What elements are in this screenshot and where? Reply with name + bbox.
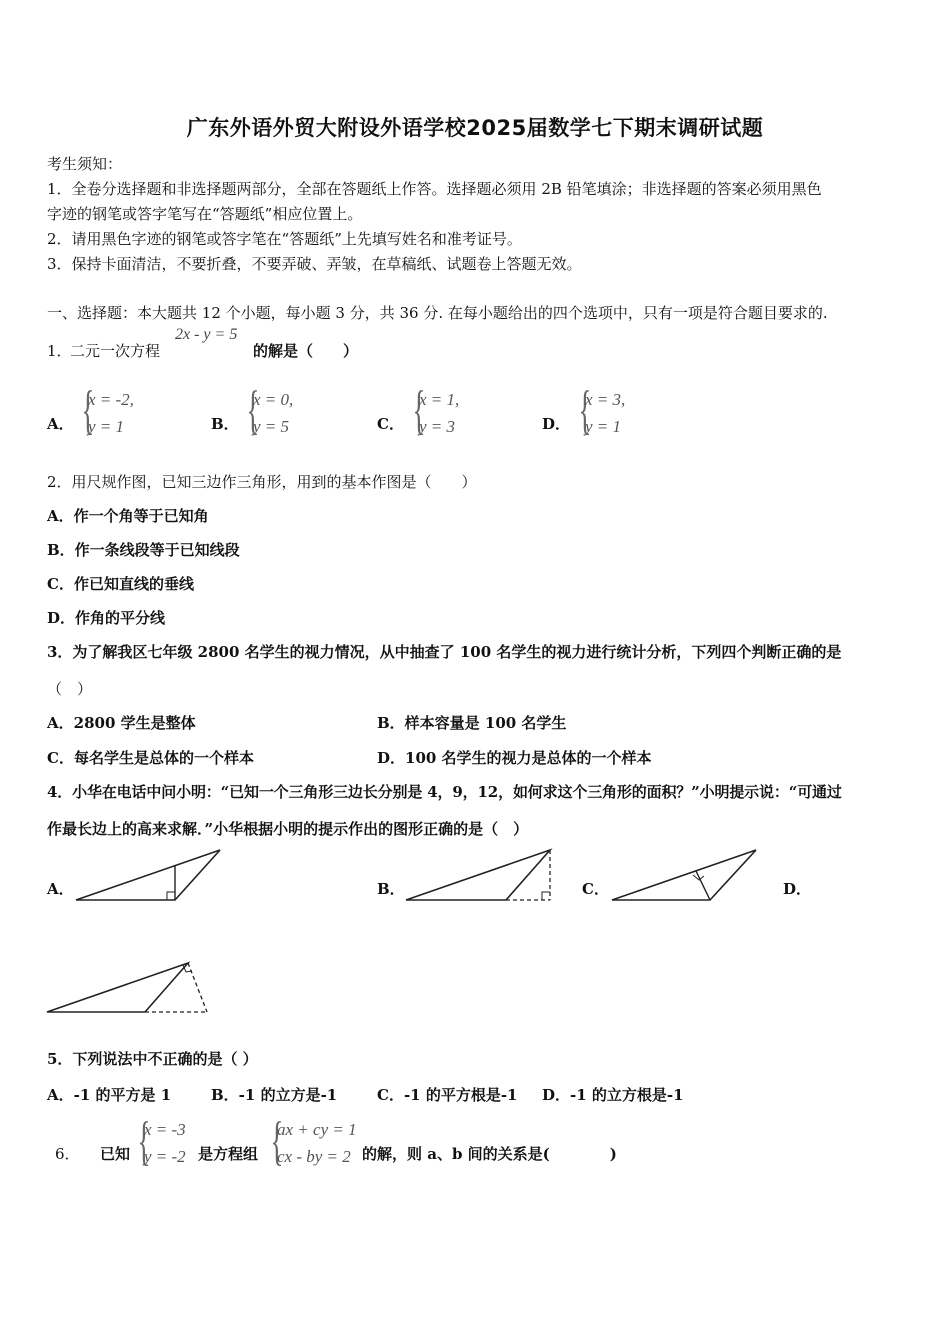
notice-item-1: 1．全卷分选择题和非选择题两部分，全部在答题纸上作答。选择题必须用 2B 铅笔填涂；非选择题的答案必须用黑色 xyxy=(47,180,822,198)
option-system: x = 3, y = 1 xyxy=(585,390,626,436)
option-label: D． xyxy=(542,415,571,433)
triangle-a-figure xyxy=(76,850,220,900)
q5-option-c[interactable]: C．-1 的平方根是-1 xyxy=(377,1086,518,1104)
q5-option-a[interactable]: A．-1 的平方是 1 xyxy=(47,1086,172,1104)
triangle-c-figure xyxy=(612,850,756,900)
section-header: 一、选择题：本大题共 12 个小题，每小题 3 分，共 36 分. 在每小题给出的四个选项中，只有一项是符合题目要求的. xyxy=(47,304,828,322)
q3-option-a[interactable]: A．2800 学生是整体 xyxy=(47,714,196,732)
left-brace-icon: { xyxy=(270,1111,284,1171)
option-label: B． xyxy=(211,415,239,433)
q2-option-c[interactable]: C．作已知直线的垂线 xyxy=(47,575,194,593)
q4-option-a-label[interactable]: A． xyxy=(47,880,74,898)
q3-option-b[interactable]: B．样本容量是 100 名学生 xyxy=(377,714,567,732)
q1-number: 1． xyxy=(47,342,72,360)
q4-option-c-label[interactable]: C． xyxy=(582,880,609,898)
notice-item-1-cont: 字迹的钢笔或答字笔写在“答题纸”相应位置上。 xyxy=(47,205,363,223)
q6-known: 已知 xyxy=(100,1145,131,1163)
left-brace-icon: { xyxy=(81,380,95,440)
option-system: x = -2, y = 1 xyxy=(88,390,134,436)
q1-equation: 2x - y = 5 xyxy=(175,326,238,343)
option-system: x = 1, y = 3 xyxy=(419,390,460,436)
q4-stem-cont: 作最长边上的高来求解．”小华根据小明的提示作出的图形正确的是（ ） xyxy=(47,820,529,838)
q6-solution: x = -3 y = -2 xyxy=(144,1120,186,1166)
q3-option-c[interactable]: C．每名学生是总体的一个样本 xyxy=(47,749,254,767)
notice-heading: 考生须知： xyxy=(47,155,123,173)
q3-stem: 3．为了解我区七年级 2800 名学生的视力情况，从中抽查了 100 名学生的视力进行统计分析，下列四个判断正确的是 xyxy=(47,643,842,661)
left-brace-icon: { xyxy=(246,380,260,440)
notice-item-2: 2．请用黑色字迹的钢笔或答字笔在“答题纸”上先填写姓名和准考证号。 xyxy=(47,230,522,248)
left-brace-icon: { xyxy=(578,380,592,440)
q5-option-b[interactable]: B．-1 的立方是-1 xyxy=(211,1086,338,1104)
q3-option-d[interactable]: D．100 名学生的视力是总体的一个样本 xyxy=(377,749,652,767)
option-label: A． xyxy=(47,415,74,433)
left-brace-icon: { xyxy=(412,380,426,440)
q6-number: 6． xyxy=(55,1145,80,1163)
q4-option-d-label[interactable]: D． xyxy=(783,880,812,898)
q5-stem: 5．下列说法中不正确的是（ ） xyxy=(47,1050,258,1068)
q1-tail: 的解是（ ） xyxy=(253,342,359,360)
triangle-d-figure xyxy=(47,963,207,1012)
q1-stem: 二元一次方程 xyxy=(70,342,161,360)
option-system: x = 0, y = 5 xyxy=(253,390,294,436)
q2-option-a[interactable]: A．作一个角等于已知角 xyxy=(47,507,209,525)
q6-system: ax + cy = 1 cx - by = 2 xyxy=(277,1120,357,1166)
triangle-b-figure xyxy=(406,850,550,900)
q3-stem-cont: （ ） xyxy=(47,680,93,698)
q2-option-b[interactable]: B．作一条线段等于已知线段 xyxy=(47,541,240,559)
q6-tail: 的解，则 a、b 间的关系是( ) xyxy=(362,1145,617,1163)
q2-option-d[interactable]: D．作角的平分线 xyxy=(47,609,166,627)
option-label: C． xyxy=(377,415,404,433)
notice-item-3: 3．保持卡面清洁，不要折叠，不要弄破、弄皱，在草稿纸、试题卷上答题无效。 xyxy=(47,255,582,273)
q6-mid: 是方程组 xyxy=(198,1145,259,1163)
page-title: 广东外语外贸大附设外语学校2025届数学七下期末调研试题 xyxy=(186,116,764,140)
q5-option-d[interactable]: D．-1 的立方根是-1 xyxy=(542,1086,684,1104)
left-brace-icon: { xyxy=(137,1111,151,1171)
q4-stem: 4．小华在电话中问小明：“已知一个三角形三边长分别是 4，9，12，如何求这个三角形的面积？”小明提示说：“可通过 xyxy=(47,783,842,801)
q4-option-b-label[interactable]: B． xyxy=(377,880,405,898)
q2-stem: 2．用尺规作图，已知三边作三角形，用到的基本作图是（ ） xyxy=(47,473,477,491)
